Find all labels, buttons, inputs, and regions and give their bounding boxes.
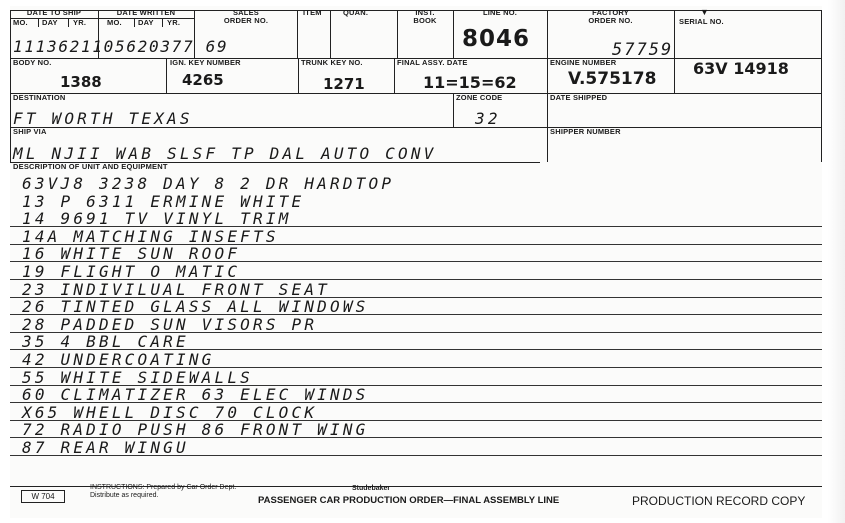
yr-label-2: YR. — [167, 18, 181, 27]
equipment-line — [10, 279, 822, 299]
ship-via-label: SHIP VIA — [13, 127, 47, 136]
factory-order-label: FACTORY ORDER NO. — [588, 8, 633, 25]
equipment-line — [10, 174, 822, 193]
equipment-line-text: 55 WHITE SIDEWALLS — [22, 367, 253, 387]
equipment-line-text: 35 4 BBL CARE — [22, 332, 189, 352]
equipment-line — [10, 420, 822, 440]
equipment-line — [10, 402, 822, 422]
zone-code-label: ZONE CODE — [456, 93, 503, 102]
mo-label-2: MO. — [107, 18, 122, 27]
equipment-line — [10, 367, 822, 387]
serial-no-label: SERIAL NO. — [679, 17, 724, 26]
form-number: W 704 — [21, 490, 65, 503]
destination-label: DESTINATION — [13, 93, 66, 102]
col-divider — [453, 10, 454, 58]
equipment-line-text: 60 CLIMATIZER 63 ELEC WINDS — [22, 385, 369, 405]
page-edge — [828, 0, 845, 523]
destination-value: FT WORTH TEXAS — [13, 109, 193, 128]
equipment-line — [10, 350, 822, 369]
equipment-line — [10, 209, 822, 229]
brand-name: Studebaker — [352, 485, 391, 492]
day-label: DAY — [42, 18, 58, 27]
ship-via-value: ML NJII WAB SLSF TP DAL AUTO CONV — [13, 144, 437, 163]
date-shipped-label: DATE SHIPPED — [550, 93, 608, 102]
equipment-line-text: 28 PADDED SUN VISORS PR — [22, 314, 318, 334]
inst-book-label: INST. BOOK — [413, 8, 437, 25]
final-assy-label: FINAL ASSY. DATE — [397, 58, 468, 67]
date-written-label: DATE WRITTEN — [116, 8, 176, 17]
equipment-line — [10, 385, 822, 405]
col-divider — [397, 10, 398, 58]
date-to-ship-label: DATE TO SHIP — [26, 8, 82, 17]
body-no-label: BODY NO. — [13, 58, 52, 67]
date-subcol — [134, 18, 135, 27]
col-divider — [166, 58, 167, 93]
equipment-line-text: 87 REAR WINGU — [22, 438, 189, 457]
equipment-line-text: 42 UNDERCOATING — [22, 350, 215, 369]
form-title: PASSENGER CAR PRODUCTION ORDER—FINAL ASSEMBLY LINE — [258, 495, 560, 506]
left-border — [10, 10, 11, 162]
item-label: ITEM — [303, 8, 322, 17]
equipment-line — [10, 226, 822, 246]
line-no-label: LINE NO. — [482, 8, 518, 17]
col-divider — [394, 58, 395, 93]
equipment-line — [10, 191, 822, 211]
engine-number-label: ENGINE NUMBER — [550, 58, 617, 67]
serial-no-value: 63V 14918 — [693, 59, 789, 78]
day-label-2: DAY — [138, 18, 154, 27]
col-divider — [547, 10, 548, 58]
body-no-value: 1388 — [60, 73, 102, 91]
instructions-line-1: INSTRUCTIONS: Prepared by Car Order Dept. — [90, 484, 237, 491]
final-assy-value: 11=15=62 — [423, 73, 517, 92]
mo-label: MO. — [13, 18, 28, 27]
col-divider — [330, 10, 331, 58]
instructions-line-2: Distribute as required. — [90, 492, 159, 499]
shipper-number-label: SHIPPER NUMBER — [550, 127, 621, 136]
ign-key-label: IGN. KEY NUMBER — [170, 58, 241, 67]
col-divider — [298, 58, 299, 93]
right-border — [821, 10, 822, 162]
date-subcol — [68, 18, 69, 27]
factory-order-value: 57759 — [612, 40, 674, 60]
description-label: DESCRIPTION OF UNIT AND EQUIPMENT — [13, 162, 168, 171]
date-subcol — [38, 18, 39, 27]
equipment-line-text: 23 INDIVILUAL FRONT SEAT — [22, 279, 330, 299]
equipment-line-text: 63VJ8 3238 DAY 8 2 DR HARDTOP — [22, 174, 395, 193]
engine-number-value: V.575178 — [568, 69, 657, 89]
col-divider — [297, 10, 298, 58]
zone-code-value: 32 — [475, 109, 501, 128]
equipment-line-text: 19 FLIGHT O MATIC — [22, 262, 241, 281]
col-divider — [547, 58, 548, 162]
quan-label: QUAN. — [343, 8, 369, 17]
equipment-line — [10, 332, 822, 352]
equipment-line — [10, 297, 822, 317]
equipment-line-text: 16 WHITE SUN ROOF — [22, 244, 241, 264]
production-order-card — [10, 6, 822, 518]
line-no-value: 8046 — [462, 26, 531, 52]
equipment-line-text: X65 WHELL DISC 70 CLOCK — [22, 402, 318, 422]
date-subcol — [162, 18, 163, 27]
col-divider — [453, 93, 454, 127]
equipment-line-text: 14A MATCHING INSEFTS — [22, 226, 279, 246]
equipment-line-text: 13 P 6311 ERMINE WHITE — [22, 191, 305, 211]
copy-label: PRODUCTION RECORD COPY — [632, 494, 806, 508]
col-divider — [674, 10, 675, 93]
equipment-line — [10, 244, 822, 264]
arrow-down-icon: ▼ — [700, 7, 709, 17]
equipment-line-text: 26 TINTED GLASS ALL WINDOWS — [22, 297, 369, 317]
ign-key-value: 4265 — [182, 71, 224, 89]
equipment-line — [10, 438, 822, 457]
trunk-key-value: 1271 — [323, 75, 365, 93]
equipment-line — [10, 314, 822, 334]
sales-order-label: SALES ORDER NO. — [223, 8, 269, 25]
ruled-line — [10, 455, 822, 456]
equipment-line — [10, 262, 822, 281]
yr-label: YR. — [73, 18, 87, 27]
date-row-value: 1113621105620377 69 — [13, 37, 229, 56]
trunk-key-label: TRUNK KEY NO. — [301, 58, 363, 67]
equipment-line-text: 14 9691 TV VINYL TRIM — [22, 209, 292, 229]
equipment-line-text: 72 RADIO PUSH 86 FRONT WING — [22, 420, 369, 440]
row2-bottom-rule — [10, 93, 822, 94]
